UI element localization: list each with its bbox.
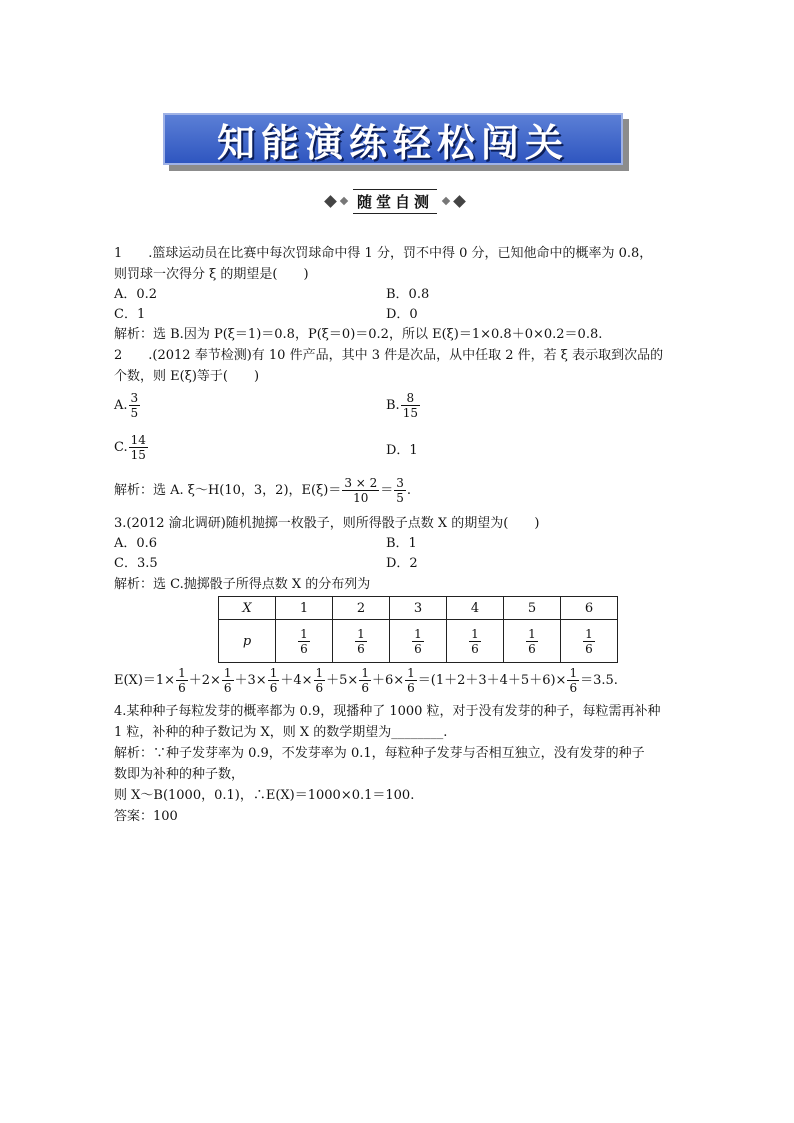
table-cell: $\frac{1}{6}$ xyxy=(276,620,333,663)
q2-stem-line2: 个数，则 E(ξ)等于( ) xyxy=(114,369,260,384)
fraction-numerator: 3 xyxy=(130,391,139,405)
fraction-numerator: 3 xyxy=(396,476,404,490)
expectation-text: ＋3× xyxy=(234,673,267,688)
fraction-denominator: 5 xyxy=(396,491,404,505)
table-cell: $\frac{1}{6}$ xyxy=(390,620,447,663)
table-cell: 3 xyxy=(390,597,447,620)
q2-option-c xyxy=(114,433,149,462)
q2-option-a-fraction xyxy=(129,391,141,420)
fraction-denominator: 10 xyxy=(353,491,369,505)
q3-option-a: A．0.6 xyxy=(114,536,158,551)
q4-stem-line2: 1 粒，补种的种子数记为 X，则 X 的数学期望为________. xyxy=(114,725,448,740)
table-cell: $\frac{1}{6}$ xyxy=(561,620,618,663)
q1-stem-line2: 则罚球一次得分 ξ 的期望是( ) xyxy=(114,267,309,282)
q2-option-a-label: A. xyxy=(114,398,128,413)
diamond-icon xyxy=(453,195,466,208)
fraction-denominator: 15 xyxy=(130,448,146,462)
fraction: $\frac{1}{6}$ xyxy=(223,666,232,695)
table-cell: p xyxy=(219,620,276,663)
q2-option-a xyxy=(114,391,141,420)
diamond-icon xyxy=(340,197,348,205)
q3-expectation xyxy=(114,666,618,695)
q2-option-b-fraction xyxy=(401,391,420,420)
q2-solution-end: . xyxy=(406,483,412,498)
fraction: $\frac{1}{6}$ xyxy=(407,666,415,695)
fraction-numerator: 3 × 2 xyxy=(344,476,378,490)
diamond-icon xyxy=(442,197,450,205)
q1-option-c: C．1 xyxy=(114,307,146,322)
table-cell: $\frac{1}{6}$ xyxy=(333,620,390,663)
q3-stem: 3.(2012 渝北调研)随机抛掷一枚骰子，则所得骰子点数 X 的期望为( ) xyxy=(114,516,540,531)
banner xyxy=(163,113,629,171)
table-cell: $\frac{1}{6}$ xyxy=(504,620,561,663)
q2-option-c-fraction xyxy=(129,433,148,462)
distribution-table xyxy=(218,596,618,663)
banner-title: 知能演练轻松闯关 xyxy=(216,120,569,165)
fraction: $\frac{1}{6}$ xyxy=(269,666,278,695)
q1-solution: 解析：选 B.因为 P(ξ＝1)＝0.8，P(ξ＝0)＝0.2，所以 E(ξ)＝1×0.8＋0×0.2＝0.8. xyxy=(114,327,603,342)
q2-solution-equals: ＝ xyxy=(380,483,394,498)
fraction: $\frac{1}{6}$ xyxy=(361,666,369,695)
fraction-numerator: 14 xyxy=(130,433,146,447)
expectation-text: ＝(1＋2＋3＋4＋5＋6)× xyxy=(417,673,567,688)
expectation-text: ＋5× xyxy=(326,673,359,688)
table-cell: X xyxy=(219,597,276,620)
fraction-numerator: 8 xyxy=(401,391,420,406)
q2-stem-line1: 2 .(2012 奉节检测)有 10 件产品，其中 3 件是次品，从中任取 2 件，若 ξ 表示取到次品的 xyxy=(114,348,664,363)
fraction: $\frac{1}{6}$ xyxy=(178,666,186,695)
q1-option-d: D．0 xyxy=(386,307,418,322)
table-cell: $\frac{1}{6}$ xyxy=(447,620,504,663)
table-cell: 2 xyxy=(333,597,390,620)
q2-option-d: D．1 xyxy=(386,443,418,458)
q3-solution: 解析：选 C.抛掷骰子所得点数 X 的分布列为 xyxy=(114,577,371,592)
table-cell: 6 xyxy=(561,597,618,620)
q4-answer: 答案：100 xyxy=(114,809,178,824)
q2-option-c-label: C. xyxy=(114,440,128,455)
q2-option-b xyxy=(386,391,421,420)
diamond-icon xyxy=(324,195,337,208)
fraction: $\frac{1}{6}$ xyxy=(315,666,324,695)
expectation-text: ＋4× xyxy=(280,673,313,688)
section-header xyxy=(300,190,490,212)
fraction-denominator: 15 xyxy=(402,406,418,420)
q1-stem-line1: 1 .篮球运动员在比赛中每次罚球命中得 1 分，罚不中得 0 分，已知他命中的概率为 0.8， xyxy=(114,246,653,261)
q1-option-a: A．0.2 xyxy=(114,287,158,302)
q2-solution-fraction xyxy=(342,476,379,505)
banner-box xyxy=(163,113,623,165)
section-title: 随堂自测 xyxy=(353,189,437,214)
expectation-text: E(X)＝1× xyxy=(114,673,176,688)
expectation-text: ＋6× xyxy=(371,673,405,688)
q3-option-d: D．2 xyxy=(386,556,418,571)
q1-option-b: B．0.8 xyxy=(386,287,430,302)
table-cell: 5 xyxy=(504,597,561,620)
q4-solution-line2: 数即为补种的种子数， xyxy=(114,767,245,782)
q2-option-b-label: B. xyxy=(386,398,400,413)
q4-solution-line1: 解析：∵种子发芽率为 0.9，不发芽率为 0.1，每粒种子发芽与否相互独立，没有发芽的种子 xyxy=(114,746,645,761)
q3-option-b: B．1 xyxy=(386,536,417,551)
expectation-text: ＋2× xyxy=(188,673,221,688)
table-row xyxy=(219,620,618,663)
q4-solution-line3: 则 X～B(1000，0.1)，∴E(X)＝1000×0.1＝100. xyxy=(114,788,415,803)
table-row xyxy=(219,597,618,620)
q2-solution xyxy=(114,476,411,505)
q2-solution-text: 解析：选 A. ξ～H(10，3，2)，E(ξ)＝ xyxy=(114,483,342,498)
table-cell: 4 xyxy=(447,597,504,620)
q4-stem-line1: 4.某种种子每粒发芽的概率都为 0.9，现播种了 1000 粒，对于没有发芽的种子，每粒需再补种 xyxy=(114,704,661,719)
q2-solution-result xyxy=(394,476,406,505)
q3-option-c: C．3.5 xyxy=(114,556,158,571)
table-cell: 1 xyxy=(276,597,333,620)
expectation-text: ＝3.5. xyxy=(580,673,618,688)
fraction-denominator: 5 xyxy=(130,406,139,420)
fraction: $\frac{1}{6}$ xyxy=(569,666,578,695)
